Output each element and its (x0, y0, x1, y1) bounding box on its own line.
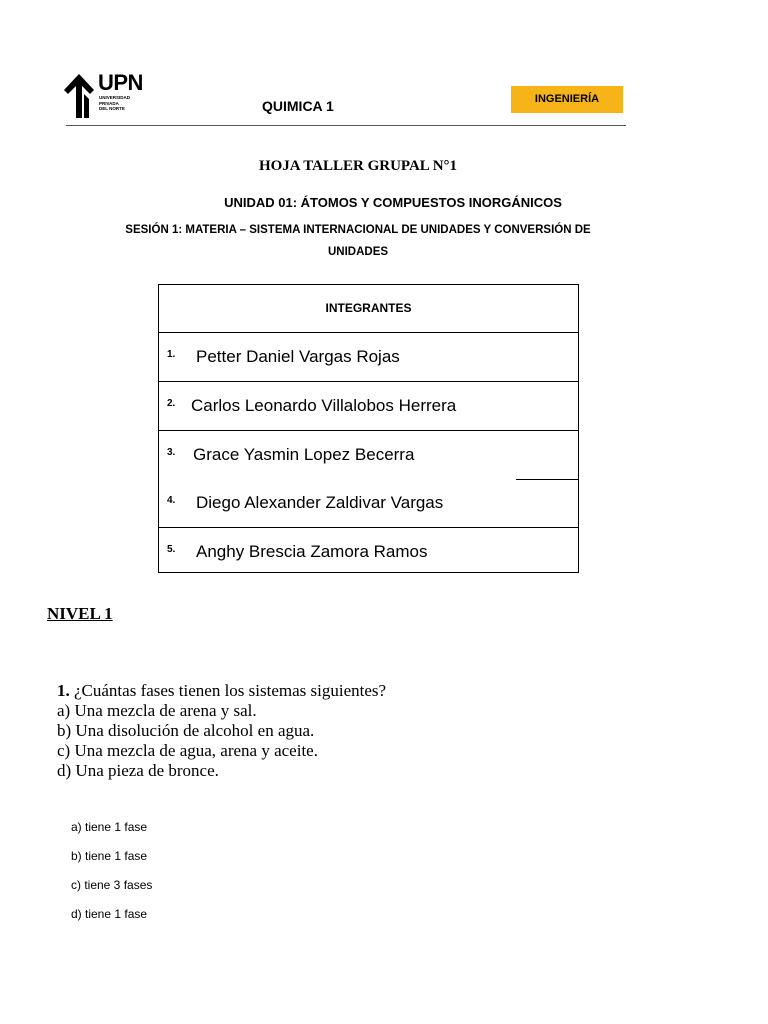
member-name: Grace Yasmin Lopez Becerra (193, 445, 415, 464)
document-title: HOJA TALLER GRUPAL N°1 (258, 158, 458, 174)
member-number: 2. (167, 398, 176, 409)
member-name: Diego Alexander Zaldivar Vargas (196, 493, 444, 512)
question-option: a) Una mezcla de arena y sal. (57, 701, 257, 720)
member-name: Anghy Brescia Zamora Ramos (196, 542, 428, 561)
answer-item: d) tiene 1 fase (71, 907, 148, 921)
answer-item: c) tiene 3 fases (71, 878, 153, 892)
answers-list (71, 820, 152, 936)
member-row (159, 431, 578, 479)
members-header: INTEGRANTES (159, 285, 578, 333)
faculty-badge: INGENIERÍA (511, 86, 623, 113)
question-block (57, 681, 386, 781)
session-heading: SESIÓN 1: MATERIA – SISTEMA INTERNACIONAL DE UNIDADES Y CONVERSIÓN DE UNIDADES (125, 224, 591, 258)
upn-arrow-icon (64, 72, 98, 118)
section-label: NIVEL 1 (47, 604, 113, 623)
upn-logo (64, 70, 143, 118)
question-number: 1. (57, 681, 70, 700)
member-row (159, 333, 578, 382)
unit-heading: UNIDAD 01: ÁTOMOS Y COMPUESTOS INORGÁNICOS (224, 195, 562, 210)
course-title: QUIMICA 1 (262, 98, 334, 114)
member-number: 3. (167, 447, 176, 458)
question-text: ¿Cuántas fases tienen los sistemas siguientes? (74, 681, 387, 700)
logo-wordmark: UPN (98, 70, 143, 95)
header-divider (66, 125, 626, 126)
question-option: c) Una mezcla de agua, arena y aceite. (57, 741, 318, 760)
question-option: d) Una pieza de bronce. (57, 761, 219, 780)
member-row (159, 479, 578, 528)
member-row (159, 382, 578, 431)
logo-subtext: UNIVERSIDAD PRIVADA DEL NORTE (99, 95, 131, 111)
member-name: Carlos Leonardo Villalobos Herrera (191, 396, 457, 415)
member-name: Petter Daniel Vargas Rojas (196, 347, 400, 366)
question-option: b) Una disolución de alcohol en agua. (57, 721, 315, 740)
answer-item: b) tiene 1 fase (71, 849, 148, 863)
member-number: 4. (167, 495, 176, 506)
answer-item: a) tiene 1 fase (71, 820, 148, 834)
member-row (159, 528, 578, 576)
member-number: 5. (167, 544, 176, 555)
member-number: 1. (167, 349, 176, 360)
members-table (158, 284, 579, 573)
